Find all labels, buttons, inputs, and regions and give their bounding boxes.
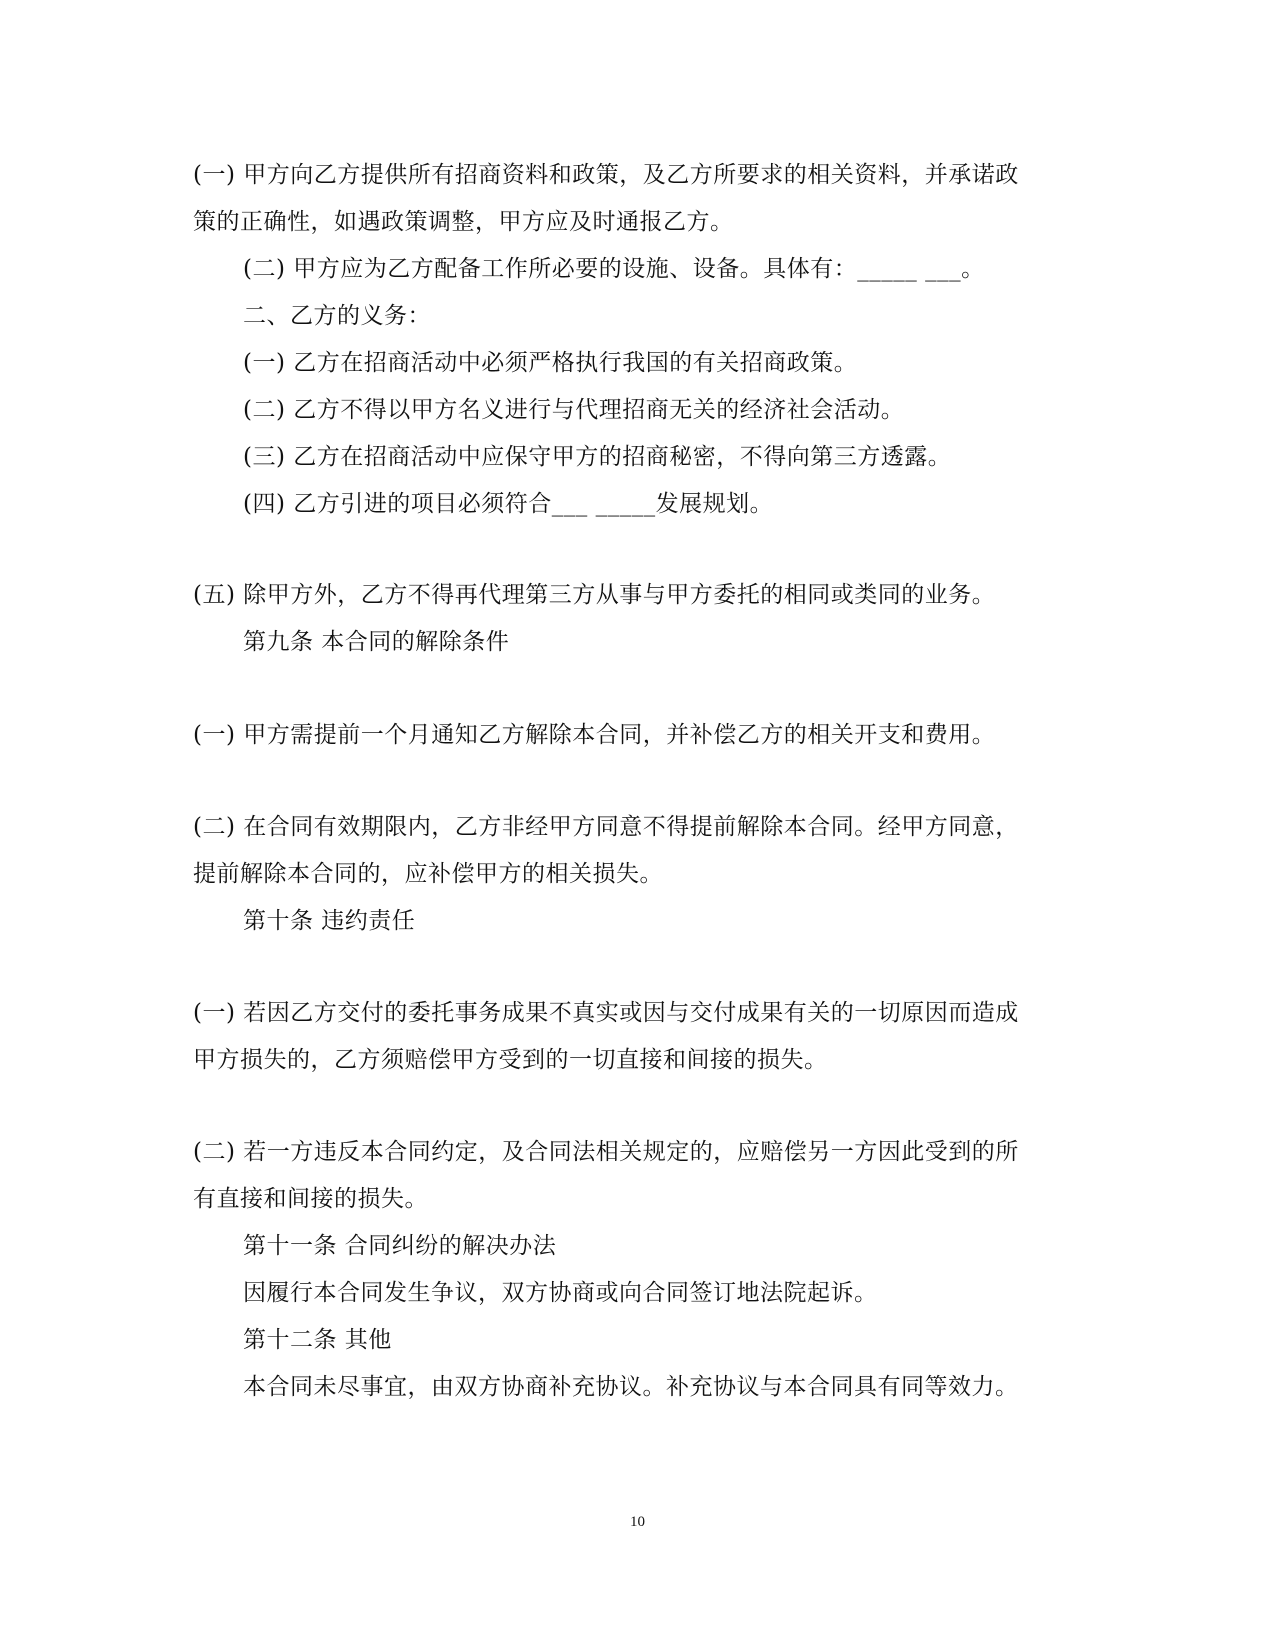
clause-text: (二) 在合同有效期限内，乙方非经甲方同意不得提前解除本合同。经甲方同意，	[193, 814, 1019, 840]
clause-text: (一) 甲方需提前一个月通知乙方解除本合同，并补偿乙方的相关开支和费用。	[193, 722, 996, 748]
article-heading: 第十条 违约责任	[243, 908, 416, 934]
clause-text: (五) 除甲方外，乙方不得再代理第三方从事与甲方委托的相同或类同的业务。	[193, 582, 996, 608]
clause-text: (一) 若因乙方交付的委托事务成果不真实或因与交付成果有关的一切原因而造成	[193, 1000, 1019, 1026]
clause-text: (一) 乙方在招商活动中必须严格执行我国的有关招商政策。	[243, 350, 858, 376]
section-heading: 二、乙方的义务：	[243, 303, 431, 329]
clause-text: 有直接和间接的损失。	[193, 1186, 428, 1212]
page-number: 10	[630, 1514, 645, 1530]
clause-text: 本合同未尽事宜，由双方协商补充协议。补充协议与本合同具有同等效力。	[243, 1374, 1019, 1400]
article-heading: 第十二条 其他	[243, 1327, 392, 1353]
clause-text: 提前解除本合同的，应补偿甲方的相关损失。	[193, 861, 663, 887]
clause-text: (四) 乙方引进的项目必须符合___ _____发展规划。	[243, 491, 774, 517]
clause-text: (一) 甲方向乙方提供所有招商资料和政策，及乙方所要求的相关资料，并承诺政	[193, 162, 1019, 188]
article-heading: 第十一条 合同纠纷的解决办法	[243, 1233, 557, 1259]
clause-text: 甲方损失的，乙方须赔偿甲方受到的一切直接和间接的损失。	[193, 1047, 828, 1073]
article-heading: 第九条 本合同的解除条件	[243, 629, 510, 655]
clause-text: (二) 乙方不得以甲方名义进行与代理招商无关的经济社会活动。	[243, 397, 905, 423]
clause-text: 策的正确性，如遇政策调整，甲方应及时通报乙方。	[193, 209, 734, 235]
clause-text: (二) 甲方应为乙方配备工作所必要的设施、设备。具体有：_____ ___。	[243, 256, 985, 282]
clause-text: (三) 乙方在招商活动中应保守甲方的招商秘密，不得向第三方透露。	[243, 444, 952, 470]
clause-text: 因履行本合同发生争议，双方协商或向合同签订地法院起诉。	[243, 1280, 878, 1306]
clause-text: (二) 若一方违反本合同约定，及合同法相关规定的，应赔偿另一方因此受到的所	[193, 1139, 1019, 1165]
